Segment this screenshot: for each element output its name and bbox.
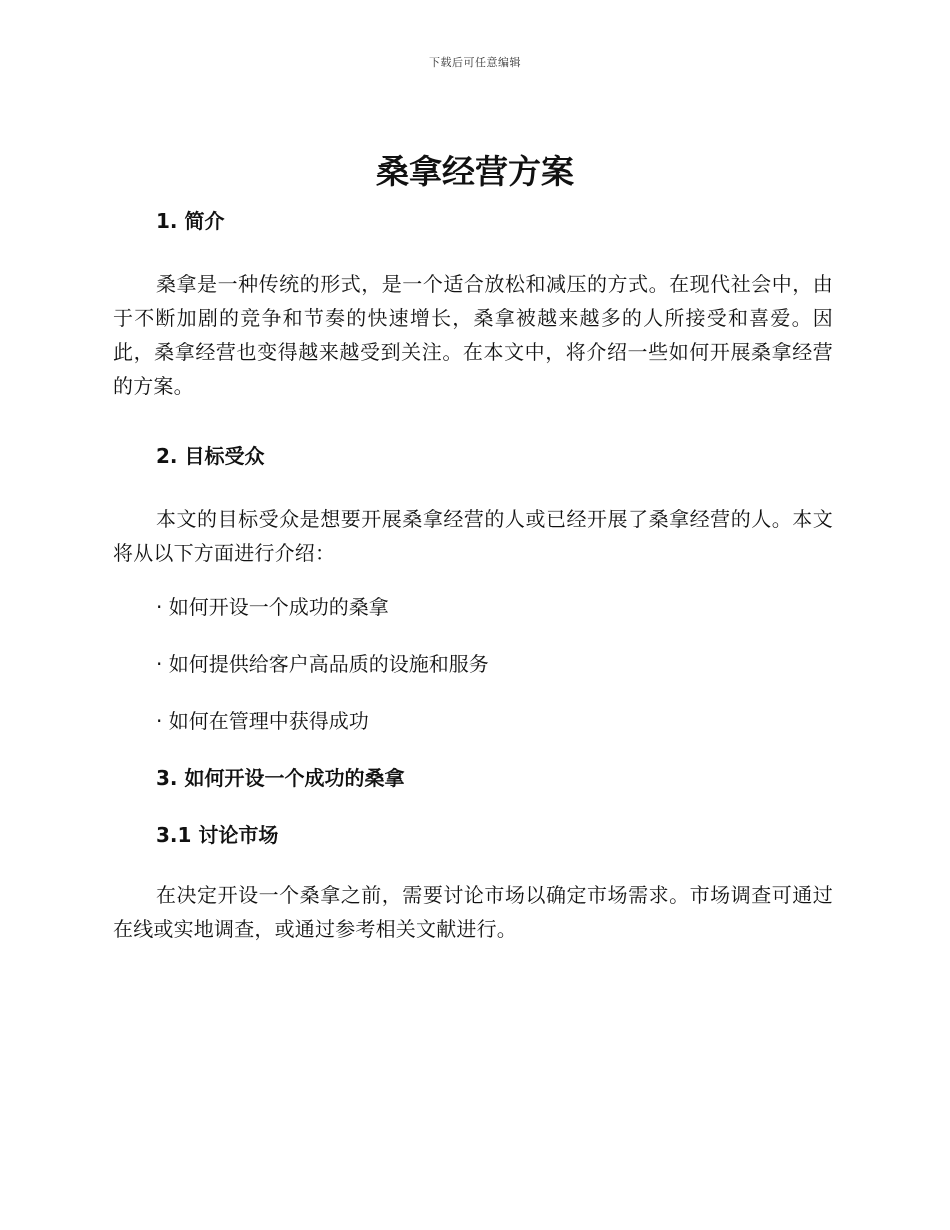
- header-note: 下载后可任意编辑: [429, 56, 521, 69]
- bullet-item: · 如何提供给客户高品质的设施和服务: [156, 652, 489, 676]
- subsection-heading-market: 3.1 讨论市场: [156, 823, 279, 847]
- section-heading-setup: 3. 如何开设一个成功的桑拿: [156, 766, 405, 790]
- paragraph-market: 在决定开设一个桑拿之前，需要讨论市场以确定市场需求。市场调查可通过在线或实地调查，或通过参考相关文献进行。: [113, 883, 833, 941]
- bullet-item: · 如何开设一个成功的桑拿: [156, 595, 389, 619]
- document-body: [113, 200, 833, 946]
- document-title: 桑拿经营方案: [376, 152, 574, 191]
- paragraph-audience: 本文的目标受众是想要开展桑拿经营的人或已经开展了桑拿经营的人。本文将从以下方面进行介绍：: [113, 507, 833, 565]
- section-heading-intro: 1. 简介: [156, 209, 225, 233]
- bullet-item: · 如何在管理中获得成功: [156, 709, 369, 733]
- section-heading-audience: 2. 目标受众: [156, 444, 265, 468]
- paragraph-intro: 桑拿是一种传统的形式，是一个适合放松和减压的方式。在现代社会中，由于不断加剧的竞争和节奏的快速增长，桑拿被越来越多的人所接受和喜爱。因此，桑拿经营也变得越来越受到关注。在本文中，将介绍一些如何开展桑拿经营的方案。: [113, 272, 833, 398]
